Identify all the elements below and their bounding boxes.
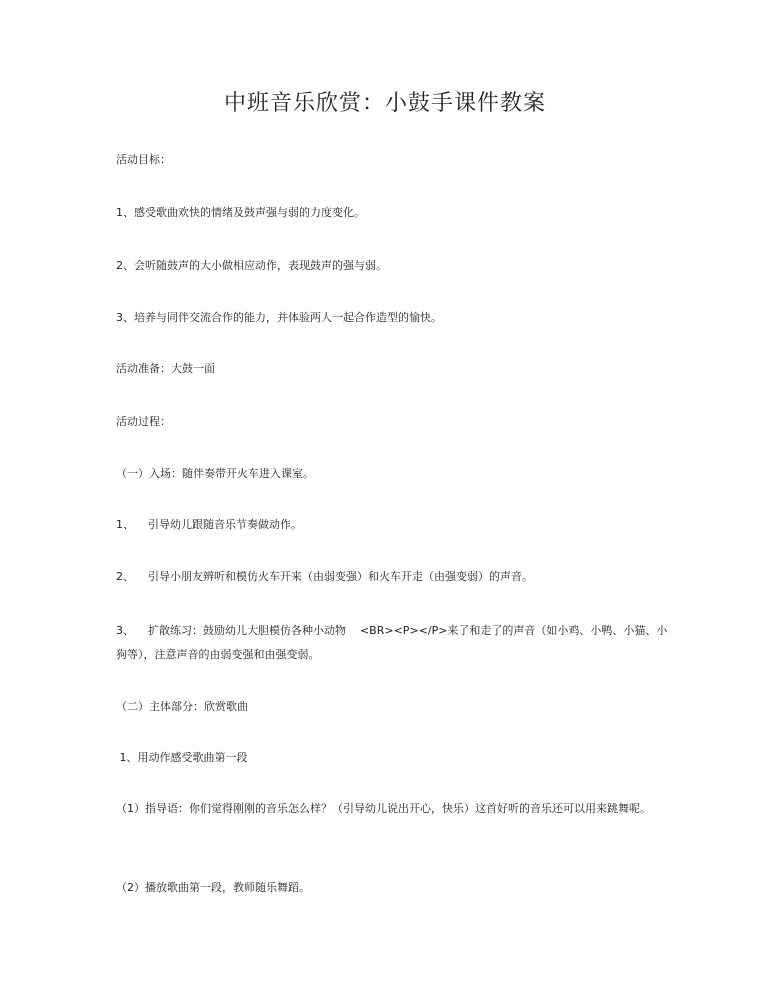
paragraph-section-1: （一）入场：随伴奏带开火车进入课室。: [116, 467, 314, 480]
paragraph-goal-1: 1、感受歌曲欢快的情绪及鼓声强与弱的力度变化。: [116, 206, 365, 219]
paragraph-step-3: 3、 扩散练习：鼓励幼儿大胆模仿各种小动物 <BR><P></P>来了和走了的声音（如小鸡、小鸭、小猫、小狗等），注意声音的由弱变强和由强变弱。: [116, 624, 668, 661]
paragraph-preparation: 活动准备：大鼓一面: [116, 362, 215, 375]
paragraph-sub-1-2: （2）播放歌曲第一段，教师随乐舞蹈。: [116, 881, 310, 894]
paragraph-process-heading: 活动过程：: [116, 415, 171, 428]
document-title: 中班音乐欣赏：小鼓手课件教案: [223, 91, 546, 116]
paragraph-goals-heading: 活动目标：: [116, 153, 171, 166]
paragraph-section-2: （二）主体部分：欣赏歌曲: [116, 700, 248, 713]
paragraph-step-1: 1、 引导幼儿跟随音乐节奏做动作。: [116, 518, 302, 531]
paragraph-step-2: 2、 引导小朋友辨听和模仿火车开来（由弱变强）和火车开走（由强变弱）的声音。: [116, 570, 533, 583]
paragraph-goal-2: 2、会听随鼓声的大小做相应动作，表现鼓声的强与弱。: [116, 259, 387, 272]
paragraph-sub-1: 1、用动作感受歌曲第一段: [116, 751, 248, 764]
paragraph-sub-1-1: （1）指导语：你们觉得刚刚的音乐怎么样？（引导幼儿说出开心，快乐）这首好听的音乐还可以用来跳舞呢。: [116, 802, 651, 815]
paragraph-goal-3: 3、培养与同伴交流合作的能力，并体验两人一起合作造型的愉快。: [116, 311, 442, 324]
